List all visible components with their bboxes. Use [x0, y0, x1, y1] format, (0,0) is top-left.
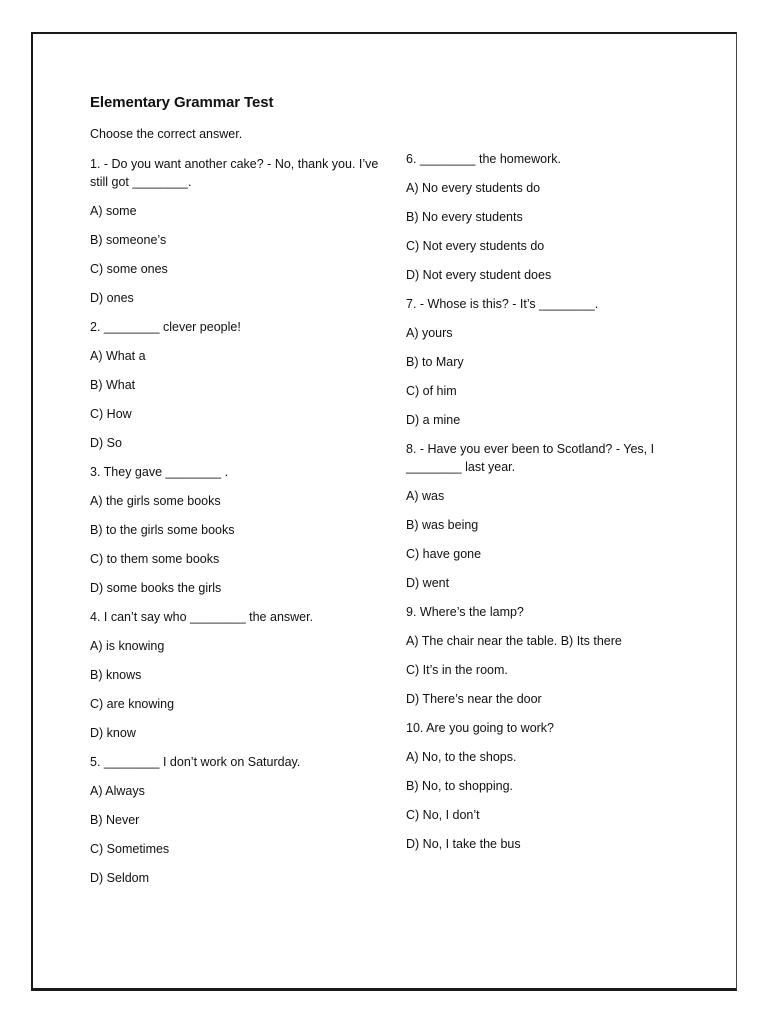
option-a: A) Always [90, 784, 145, 798]
question-text: 5. ________ I don’t work on Saturday. [90, 755, 301, 769]
option-d: D) some books the girls [90, 581, 222, 595]
question-5 [90, 753, 380, 887]
option-c: C) It’s in the room. [406, 663, 508, 677]
question-text: 6. ________ the homework. [406, 152, 561, 166]
option-a-b: A) The chair near the table. B) Its there [406, 634, 622, 648]
option-d: D) There’s near the door [406, 692, 542, 706]
question-text: 8. - Have you ever been to Scotland? - Yes, I ________ last year. [406, 442, 655, 474]
option-b: B) was being [406, 518, 479, 532]
instructions: Choose the correct answer. [90, 127, 243, 141]
question-7 [406, 295, 696, 429]
option-d: D) So [90, 436, 122, 450]
option-c: C) Sometimes [90, 842, 170, 856]
option-b: B) knows [90, 668, 142, 682]
option-c: C) How [90, 407, 132, 421]
option-c: C) to them some books [90, 552, 220, 566]
right-column [406, 150, 696, 864]
left-column [90, 155, 380, 898]
option-a: A) is knowing [90, 639, 165, 653]
option-a: A) was [406, 489, 445, 503]
option-d: D) know [90, 726, 136, 740]
question-10 [406, 719, 696, 853]
question-text: 4. I can’t say who ________ the answer. [90, 610, 314, 624]
question-4 [90, 608, 380, 742]
option-b: B) No every students [406, 210, 523, 224]
question-9 [406, 603, 696, 708]
option-a: A) What a [90, 349, 146, 363]
option-b: B) Never [90, 813, 140, 827]
question-6 [406, 150, 696, 284]
option-d: D) No, I take the bus [406, 837, 521, 851]
option-c: C) Not every students do [406, 239, 545, 253]
option-b: B) What [90, 378, 136, 392]
question-text: 9. Where’s the lamp? [406, 605, 524, 619]
option-b: B) someone’s [90, 233, 167, 247]
option-a: A) the girls some books [90, 494, 221, 508]
option-b: B) to the girls some books [90, 523, 235, 537]
option-a: A) yours [406, 326, 453, 340]
question-8 [406, 440, 696, 592]
option-c: C) No, I don’t [406, 808, 480, 822]
page-title: Elementary Grammar Test [90, 94, 274, 111]
question-1 [90, 155, 380, 307]
question-text: 2. ________ clever people! [90, 320, 241, 334]
option-d: D) went [406, 576, 450, 590]
option-a: A) No every students do [406, 181, 541, 195]
question-2 [90, 318, 380, 452]
question-text: 1. - Do you want another cake? - No, thank you. I’ve still got ________. [90, 157, 379, 189]
option-d: D) ones [90, 291, 134, 305]
option-b: B) No, to shopping. [406, 779, 514, 793]
option-a: A) some [90, 204, 137, 218]
question-text: 7. - Whose is this? - It’s ________. [406, 297, 599, 311]
option-a: A) No, to the shops. [406, 750, 517, 764]
question-text: 10. Are you going to work? [406, 721, 555, 735]
question-text: 3. They gave ________ . [90, 465, 229, 479]
option-b: B) to Mary [406, 355, 464, 369]
option-d: D) a mine [406, 413, 461, 427]
option-d: D) Seldom [90, 871, 150, 885]
option-d: D) Not every student does [406, 268, 552, 282]
option-c: C) have gone [406, 547, 482, 561]
option-c: C) some ones [90, 262, 168, 276]
question-3 [90, 463, 380, 597]
option-c: C) are knowing [90, 697, 175, 711]
option-c: C) of him [406, 384, 457, 398]
